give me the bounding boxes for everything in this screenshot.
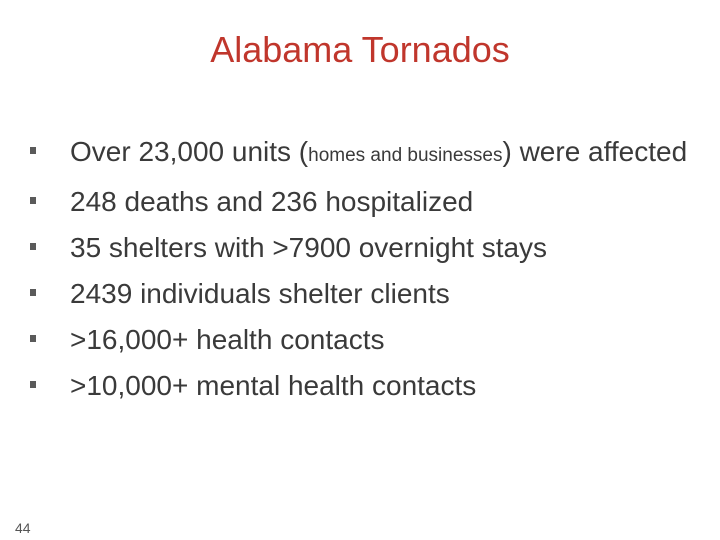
bullet-item-health-contacts [30, 322, 710, 357]
square-bullet-icon [30, 335, 36, 342]
bullet-list [30, 134, 710, 414]
bullet-text: 248 deaths and 236 hospitalized [70, 186, 474, 217]
bullet-text: >10,000+ mental health contacts [70, 370, 477, 401]
bullet-item-shelter-clients [30, 276, 710, 311]
square-bullet-icon [30, 147, 36, 154]
square-bullet-icon [30, 289, 36, 296]
square-bullet-icon [30, 197, 36, 204]
bullet-text: >16,000+ health contacts [70, 324, 385, 355]
slide-number: 44 [15, 520, 31, 536]
slide-title: Alabama Tornados [210, 29, 510, 70]
bullet-text: 2439 individuals shelter clients [70, 278, 450, 309]
bullet-item-deaths [30, 184, 710, 219]
bullet-item-units-affected [30, 134, 710, 173]
bullet-item-mental-health-contacts [30, 368, 710, 403]
bullet-text: 35 shelters with >7900 overnight stays [70, 232, 548, 263]
square-bullet-icon [30, 381, 36, 388]
bullet-text-small: homes and businesses [308, 145, 503, 166]
bullet-text-part2: ) were affected [502, 136, 688, 167]
bullet-text-part1: Over 23,000 units ( [70, 136, 309, 167]
square-bullet-icon [30, 243, 36, 250]
bullet-item-shelters [30, 230, 710, 265]
